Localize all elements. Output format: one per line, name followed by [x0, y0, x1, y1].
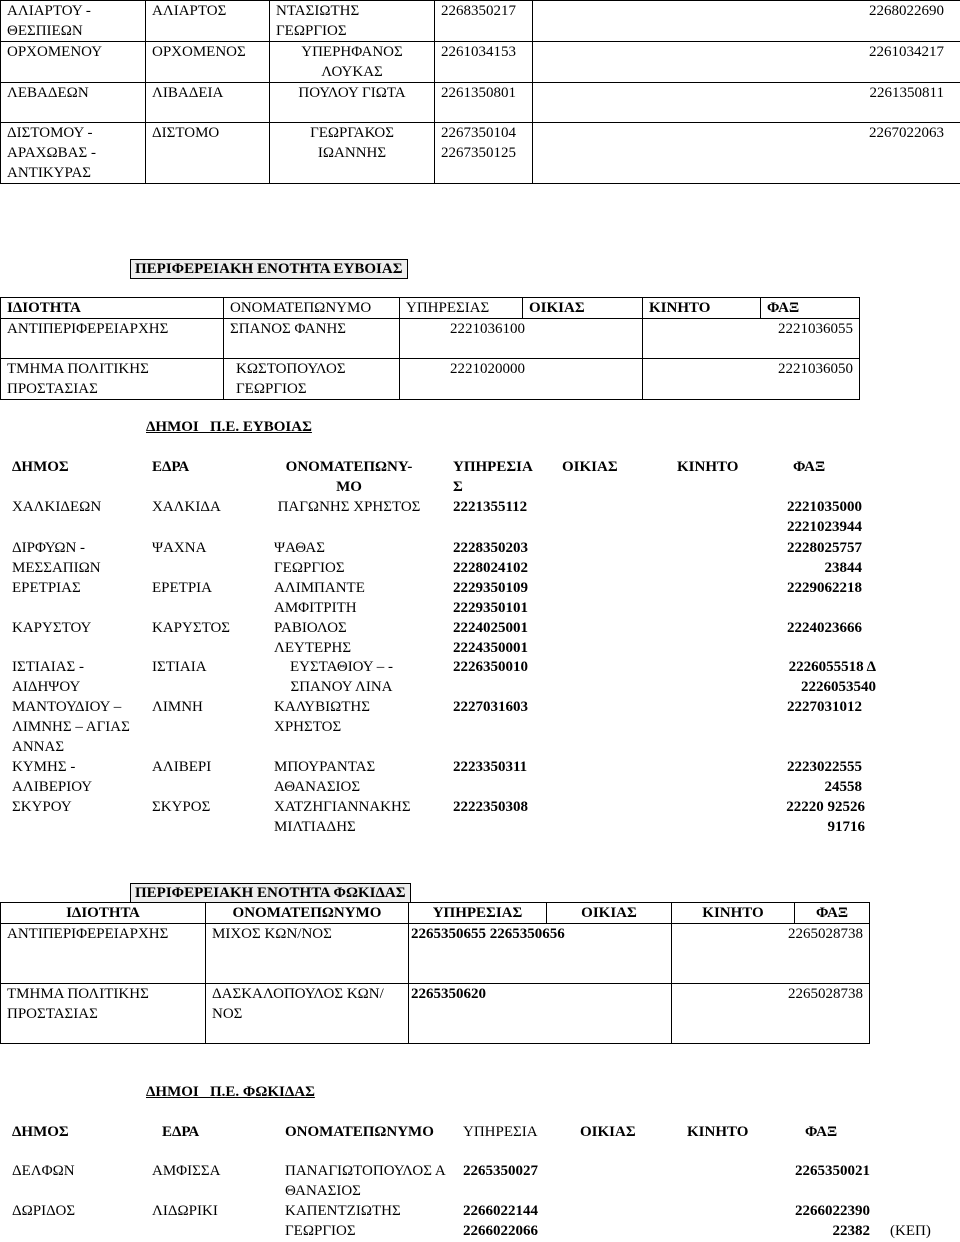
edra-cell: ΑΜΦΙΣΣΑ: [152, 1163, 221, 1179]
header-mobile: ΚΙΝΗΤΟ: [677, 459, 739, 475]
name-cell: ΚΑΛΥΒΙΩΤΗΣ ΧΡΗΣΤΟΣ: [274, 699, 370, 735]
fax-cell: 2267022063: [533, 123, 960, 184]
dimos-cell: ΧΑΛΚΙΔΕΩΝ: [12, 499, 102, 515]
note-cell: (ΚΕΠ): [890, 1223, 931, 1239]
phone-cell: 2265350655 2265350656: [409, 924, 672, 984]
edra-cell: ΛΙΔΩΡΙΚΙ: [152, 1203, 218, 1219]
fax-cell: 2223022555 24558: [787, 759, 862, 795]
fax-cell: 2265028738: [672, 984, 870, 1044]
header-fax: ΦΑΞ: [805, 1124, 838, 1140]
header-mobile: ΚΙΝΗΤΟ: [672, 903, 795, 924]
dimos-cell: ΕΡΕΤΡΙΑΣ: [12, 580, 81, 596]
fax-cell: 2229062218: [787, 580, 862, 596]
phone-cell: 2223350311: [453, 759, 528, 775]
fax-cell: 2265028738: [672, 924, 870, 984]
dimos-cell: ΚΑΡΥΣΤΟΥ: [12, 620, 92, 636]
dimos-cell: ΣΚΥΡΟΥ: [12, 799, 72, 815]
edra-cell: ΚΑΡΥΣΤΟΣ: [152, 620, 231, 636]
header-home: ΟΙΚΙΑΣ: [523, 298, 643, 319]
edra-cell: ΑΛΙΒΕΡΙ: [152, 759, 212, 775]
dimos-cell: ΙΣΤΙΑΙΑΣ - ΑΙΔΗΨΟΥ: [12, 659, 85, 695]
edra-cell: ΧΑΛΚΙΔΑ: [152, 499, 221, 515]
role-cell: ΤΜΗΜΑ ΠΟΛΙΤΙΚΗΣ ΠΡΟΣΤΑΣΙΑΣ: [1, 984, 206, 1044]
table-row: [1, 924, 870, 984]
dimos-cell: ΛΕΒΑΔΕΩΝ: [1, 83, 146, 123]
phone-cell: 2222350308: [453, 799, 528, 815]
fax-cell: 2221035000 2221023944: [787, 499, 862, 535]
phone-cell: 2261350801: [435, 83, 533, 123]
phone-cell: 2221355112: [453, 499, 528, 515]
table-row: [1, 1, 960, 42]
name-cell: ΓΕΩΡΓΑΚΟΣ ΙΩΑΝΝΗΣ: [270, 123, 435, 184]
header-service: ΥΠΗΡΕΣΙΑΣ: [453, 459, 533, 495]
phone-cell: 2224025001 2224350001: [453, 620, 528, 656]
phone-cell: 2265350620: [409, 984, 672, 1044]
header-name: ΟΝΟΜΑΤΕΠΩΝΥΜΟ: [206, 903, 409, 924]
table-row: [1, 42, 960, 83]
phone-cell: 2226350010: [453, 659, 528, 675]
edra-cell: ΑΛΙΑΡΤΟΣ: [146, 1, 270, 42]
name-cell: ΠΟΥΛΟΥ ΓΙΩΤΑ: [270, 83, 435, 123]
section-title-evia-dimoi: ΔΗΜΟΙ Π.Ε. ΕΥΒΟΙΑΣ: [146, 419, 312, 435]
header-home: ΟΙΚΙΑΣ: [580, 1124, 636, 1140]
table-row: [1, 123, 960, 184]
name-cell: ΑΛΙΜΠΑΝΤΕ ΑΜΦΙΤΡΙΤΗ: [274, 580, 365, 616]
header-mobile: ΚΙΝΗΤΟ: [687, 1124, 749, 1140]
section-title-fokida-dimoi: ΔΗΜΟΙ Π.Ε. ΦΩΚΙΔΑΣ: [146, 1084, 315, 1100]
fokida-officials-table: [0, 902, 870, 1044]
dimos-cell: ΔΙΡΦΥΩΝ - ΜΕΣΣΑΠΙΩΝ: [12, 540, 101, 576]
header-edra: ΕΔΡΑ: [162, 1124, 200, 1140]
phone-cell: 2221036100: [400, 319, 643, 359]
evia-officials-table: [0, 297, 860, 400]
header-service: ΥΠΗΡΕΣΙΑ: [463, 1124, 538, 1140]
phone-cell: 2227031603: [453, 699, 528, 715]
top-table: [0, 0, 960, 184]
table-row: [1, 984, 870, 1044]
fax-cell: 2266022390 22382: [795, 1203, 870, 1239]
role-cell: ΑΝΤΙΠΕΡΙΦΕΡΕΙΑΡΧΗΣ: [1, 924, 206, 984]
header-fax: ΦΑΞ: [795, 903, 870, 924]
name-cell: ΔΑΣΚΑΛΟΠΟΥΛΟΣ ΚΩΝ/ΝΟΣ: [206, 984, 409, 1044]
role-cell: ΑΝΤΙΠΕΡΙΦΕΡΕΙΑΡΧΗΣ: [1, 319, 224, 359]
dimos-cell: ΑΛΙΑΡΤΟΥ - ΘΕΣΠΙΕΩΝ: [1, 1, 146, 42]
header-service: ΥΠΗΡΕΣΙΑΣ: [400, 298, 523, 319]
header-role: ΙΔΙΟΤΗΤΑ: [1, 298, 224, 319]
edra-cell: ΨΑΧΝΑ: [152, 540, 207, 556]
header-edra: ΕΔΡΑ: [152, 459, 190, 475]
fax-cell: 2261034217: [533, 42, 960, 83]
fax-cell: 2226055518 Δ 2226053540: [788, 659, 876, 695]
header-home: ΟΙΚΙΑΣ: [562, 459, 618, 475]
header-role: ΙΔΙΟΤΗΤΑ: [1, 903, 206, 924]
role-cell: ΤΜΗΜΑ ΠΟΛΙΤΙΚΗΣ ΠΡΟΣΤΑΣΙΑΣ: [1, 359, 224, 400]
edra-cell: ΣΚΥΡΟΣ: [152, 799, 211, 815]
header-name: ΟΝΟΜΑΤΕΠΩΝΥΜΟ: [285, 1124, 434, 1140]
table-header-row: [1, 903, 870, 924]
name-cell: ΚΩΣΤΟΠΟΥΛΟΣ ΓΕΩΡΓΙΟΣ: [224, 359, 400, 400]
phone-cell: 2267350104 2267350125: [435, 123, 533, 184]
phone-cell: 2265350027: [463, 1163, 538, 1179]
table-row: [1, 319, 860, 359]
edra-cell: ΕΡΕΤΡΙΑ: [152, 580, 212, 596]
name-cell: ΥΠΕΡΗΦΑΝΟΣ ΛΟΥΚΑΣ: [270, 42, 435, 83]
phone-cell: 2228350203 2228024102: [453, 540, 528, 576]
edra-cell: ΟΡΧΟΜΕΝΟΣ: [146, 42, 270, 83]
fax-cell: 2221036055: [643, 319, 860, 359]
fax-cell: 22220 92526 91716: [786, 799, 865, 835]
dimos-cell: ΜΑΝΤΟΥΔΙΟΥ – ΛΙΜΝΗΣ – ΑΓΙΑΣ ΑΝΝΑΣ: [12, 699, 130, 755]
edra-cell: ΔΙΣΤΟΜΟ: [146, 123, 270, 184]
dimos-cell: ΟΡΧΟΜΕΝΟΥ: [1, 42, 146, 83]
edra-cell: ΛΙΜΝΗ: [152, 699, 203, 715]
name-cell: ΜΙΧΟΣ ΚΩΝ/ΝΟΣ: [206, 924, 409, 984]
header-mobile: ΚΙΝΗΤΟ: [643, 298, 761, 319]
name-cell: ΧΑΤΖΗΓΙΑΝΝΑΚΗΣ ΜΙΛΤΙΑΔΗΣ: [274, 799, 411, 835]
header-home: ΟΙΚΙΑΣ: [547, 903, 672, 924]
dimos-cell: ΔΩΡΙΔΟΣ: [12, 1203, 76, 1219]
fax-cell: 2221036050: [643, 359, 860, 400]
header-fax: ΦΑΞ: [761, 298, 860, 319]
edra-cell: ΙΣΤΙΑΙΑ: [152, 659, 207, 675]
fax-cell: 2268022690: [533, 1, 960, 42]
name-cell: ΕΥΣΤΑΘΙΟΥ – - ΣΠΑΝΟΥ ΛΙΝΑ: [289, 659, 394, 695]
header-service: ΥΠΗΡΕΣΙΑΣ: [409, 903, 547, 924]
fax-cell: 2228025757 23844: [787, 540, 862, 576]
fax-cell: 2227031012: [787, 699, 862, 715]
phone-cell: 2221020000: [400, 359, 643, 400]
phone-cell: 2229350109 2229350101: [453, 580, 528, 616]
name-cell: ΠΑΝΑΓΙΩΤΟΠΟΥΛΟΣ ΑΘΑΝΑΣΙΟΣ: [285, 1163, 446, 1199]
name-cell: ΨΑΘΑΣ ΓΕΩΡΓΙΟΣ: [274, 540, 345, 576]
header-name: ΟΝΟΜΑΤΕΠΩΝΥ-ΜΟ: [285, 459, 413, 495]
phone-cell: 2261034153: [435, 42, 533, 83]
dimos-cell: ΚΥΜΗΣ - ΑΛΙΒΕΡΙΟΥ: [12, 759, 93, 795]
edra-cell: ΛΙΒΑΔΕΙΑ: [146, 83, 270, 123]
header-fax: ΦΑΞ: [793, 459, 826, 475]
header-dimos: ΔΗΜΟΣ: [12, 459, 69, 475]
table-header-row: [1, 298, 860, 319]
fax-cell: 2224023666: [787, 620, 862, 636]
table-row: [1, 359, 860, 400]
header-name: ΟΝΟΜΑΤΕΠΩΝΥΜΟ: [224, 298, 400, 319]
name-cell: ΠΑΓΩΝΗΣ ΧΡΗΣΤΟΣ: [277, 499, 421, 515]
fax-cell: 2261350811: [533, 83, 960, 123]
dimos-cell: ΔΕΛΦΩΝ: [12, 1163, 75, 1179]
phone-cell: 2268350217: [435, 1, 533, 42]
section-title-fokida: ΠΕΡΙΦΕΡΕΙΑΚΗ ΕΝΟΤΗΤΑ ΦΩΚΙΔΑΣ: [130, 883, 411, 903]
name-cell: ΜΠΟΥΡΑΝΤΑΣ ΑΘΑΝΑΣΙΟΣ: [274, 759, 376, 795]
name-cell: ΣΠΑΝΟΣ ΦΑΝΗΣ: [224, 319, 400, 359]
table-row: [1, 83, 960, 123]
fax-cell: 2265350021: [795, 1163, 870, 1179]
dimos-cell: ΔΙΣΤΟΜΟΥ - ΑΡΑΧΩΒΑΣ - ΑΝΤΙΚΥΡΑΣ: [1, 123, 146, 184]
header-dimos: ΔΗΜΟΣ: [12, 1124, 69, 1140]
name-cell: ΚΑΠΕΝΤΖΙΩΤΗΣ ΓΕΩΡΓΙΟΣ: [285, 1203, 401, 1239]
name-cell: ΡΑΒΙΟΛΟΣ ΛΕΥΤΕΡΗΣ: [274, 620, 352, 656]
phone-cell: 2266022144 2266022066: [463, 1203, 538, 1239]
section-title-evia: ΠΕΡΙΦΕΡΕΙΑΚΗ ΕΝΟΤΗΤΑ ΕΥΒΟΙΑΣ: [130, 259, 408, 279]
name-cell: ΝΤΑΣΙΩΤΗΣ ΓΕΩΡΓΙΟΣ: [270, 1, 435, 42]
